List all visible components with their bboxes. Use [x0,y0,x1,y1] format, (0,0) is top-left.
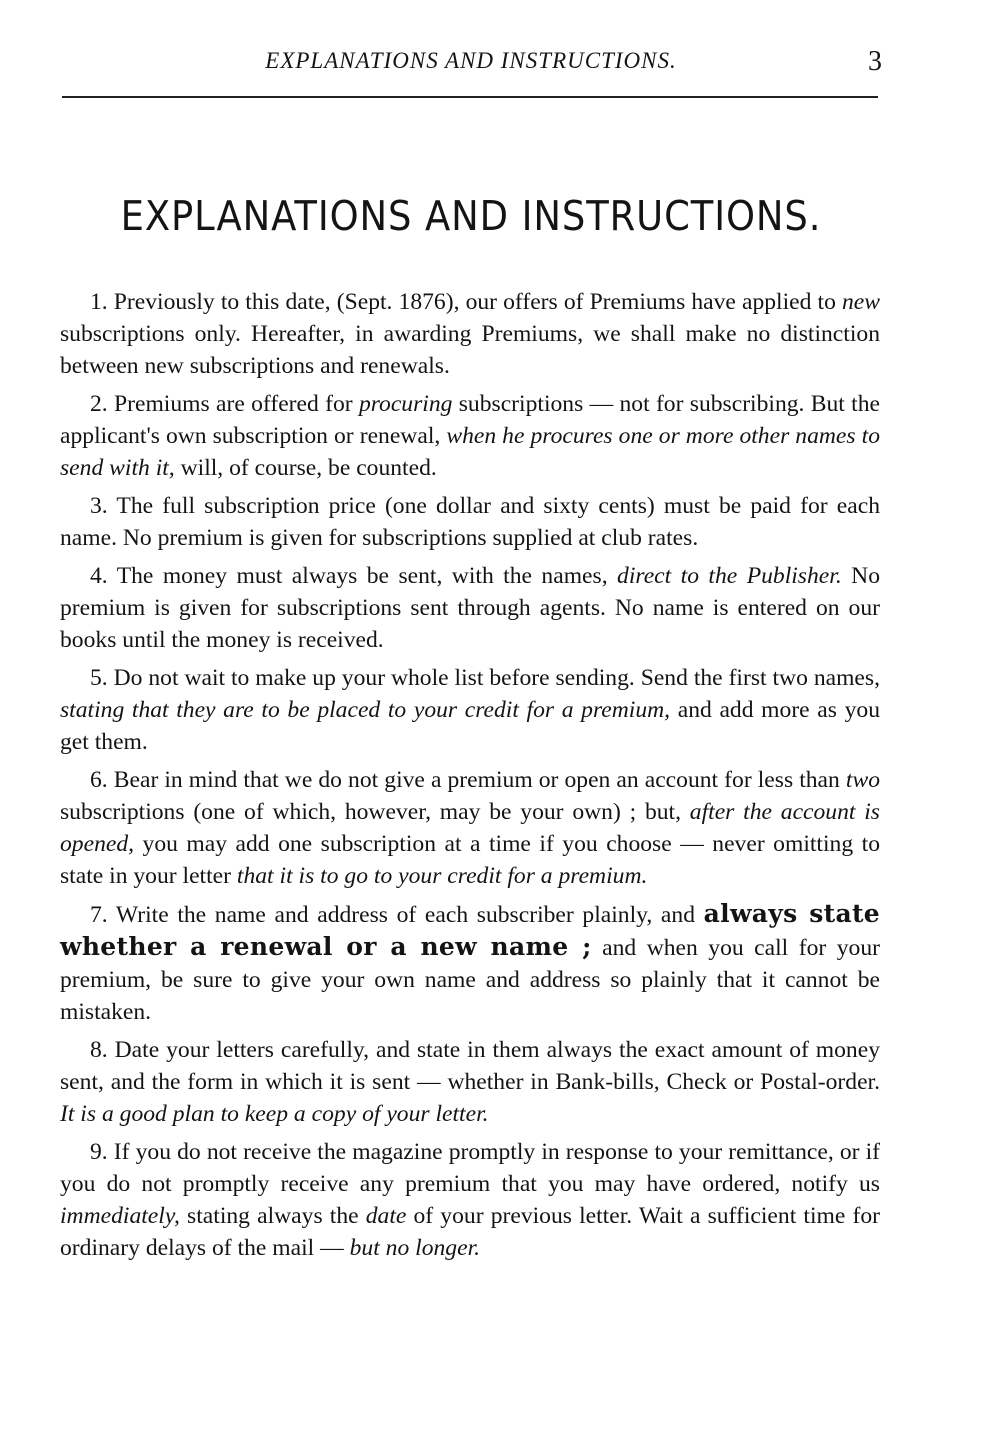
emphasis-text: direct to the Publisher. [617,563,842,589]
paragraph-text: 3. The full subscription price (one dollar and sixty cents) must be paid for each name. No premium is given for subscriptions supplied at club rates. [60,493,880,551]
page-title: EXPLANATIONS AND INSTRUCTIONS. [120,192,822,240]
paragraph-3 [60,490,880,554]
emphasis-text: stating that they are to be placed to your credit for a premium, [60,697,671,723]
paragraph-6 [60,764,880,892]
paragraph-8 [60,1034,880,1130]
page-number: 3 [868,46,882,77]
emphasis-text: It is a good plan to keep a copy of your letter. [60,1101,489,1127]
emphasis-text: new [841,289,880,315]
paragraph-text: subscriptions only. Hereafter, in awarding Premiums, we shall make no distinction between new subscriptions and renewals. [60,321,880,379]
paragraph-4 [60,560,880,656]
paragraph-text: 2. Premiums are offered for [90,391,359,417]
running-title: EXPLANATIONS AND INSTRUCTIONS. [265,48,677,73]
header-rule [62,96,878,98]
emphasis-text: immediately, [60,1203,180,1229]
paragraph-text: stating always the [179,1203,366,1229]
paragraph-text: of your previous letter. Wait a sufficient time for ordinary delays of the mail — [60,1203,880,1261]
paragraph-text: No premium is given for subscriptions sent through agents. No name is entered on our books until the money is received. [60,563,881,653]
paragraph-text: and add more as you get them. [60,697,880,755]
emphasis-text: after the account is opened, [60,799,880,857]
paragraph-9 [60,1136,880,1264]
emphasis-text: when he procures one or more other names to send with it, [60,423,880,481]
paragraph-text: 5. Do not wait to make up your whole list before sending. Send the first two names, [90,665,880,691]
paragraph-text: will, of course, be counted. [174,455,437,481]
paragraph-text: 6. Bear in mind that we do not give a premium or open an account for less than [90,767,846,793]
emphasis-text: date [365,1203,407,1229]
paragraph-text: 8. Date your letters carefully, and state in them always the exact amount of money sent, and the form in which it is sent — whether in Bank-bills, Check or Postal-order. [60,1037,880,1095]
paragraph-5 [60,662,880,758]
paragraph-text: you may add one subscription at a time if you choose — never omitting to state in your letter [60,831,880,889]
paragraph-text: 7. Write the name and address of each subscriber plainly, and [90,902,704,928]
paragraph-text: 1. Previously to this date, (Sept. 1876), our offers of Premiums have applied to [90,289,842,315]
emphasis-text: but no longer. [349,1235,481,1261]
running-head [62,44,880,84]
paragraph-text: subscriptions — not for subscribing. But the applicant's own subscription or renewal, [60,391,880,449]
emphasis-text: two [845,767,880,793]
paragraph-text: 9. If you do not receive the magazine promptly in response to your remittance, or if you do not promptly receive any premium that you may have ordered, notify us [60,1139,880,1197]
paragraph-text: and when you call for your premium, be sure to give your own name and address so plainly that it cannot be mistaken. [60,935,880,1025]
paragraph-text: subscriptions (one of which, however, may be your own) ; but, [60,799,690,825]
paragraph-1 [60,286,880,382]
bold-emphasis-text: always state whether a renewal or a new name ; [60,899,880,961]
paragraph-7 [60,898,880,1028]
emphasis-text: procuring [358,391,453,417]
paragraph-2 [60,388,880,484]
emphasis-text: that it is to go to your credit for a premium. [236,863,648,889]
instructions-body [60,286,880,1270]
paragraph-text: 4. The money must always be sent, with the names, [90,563,618,589]
